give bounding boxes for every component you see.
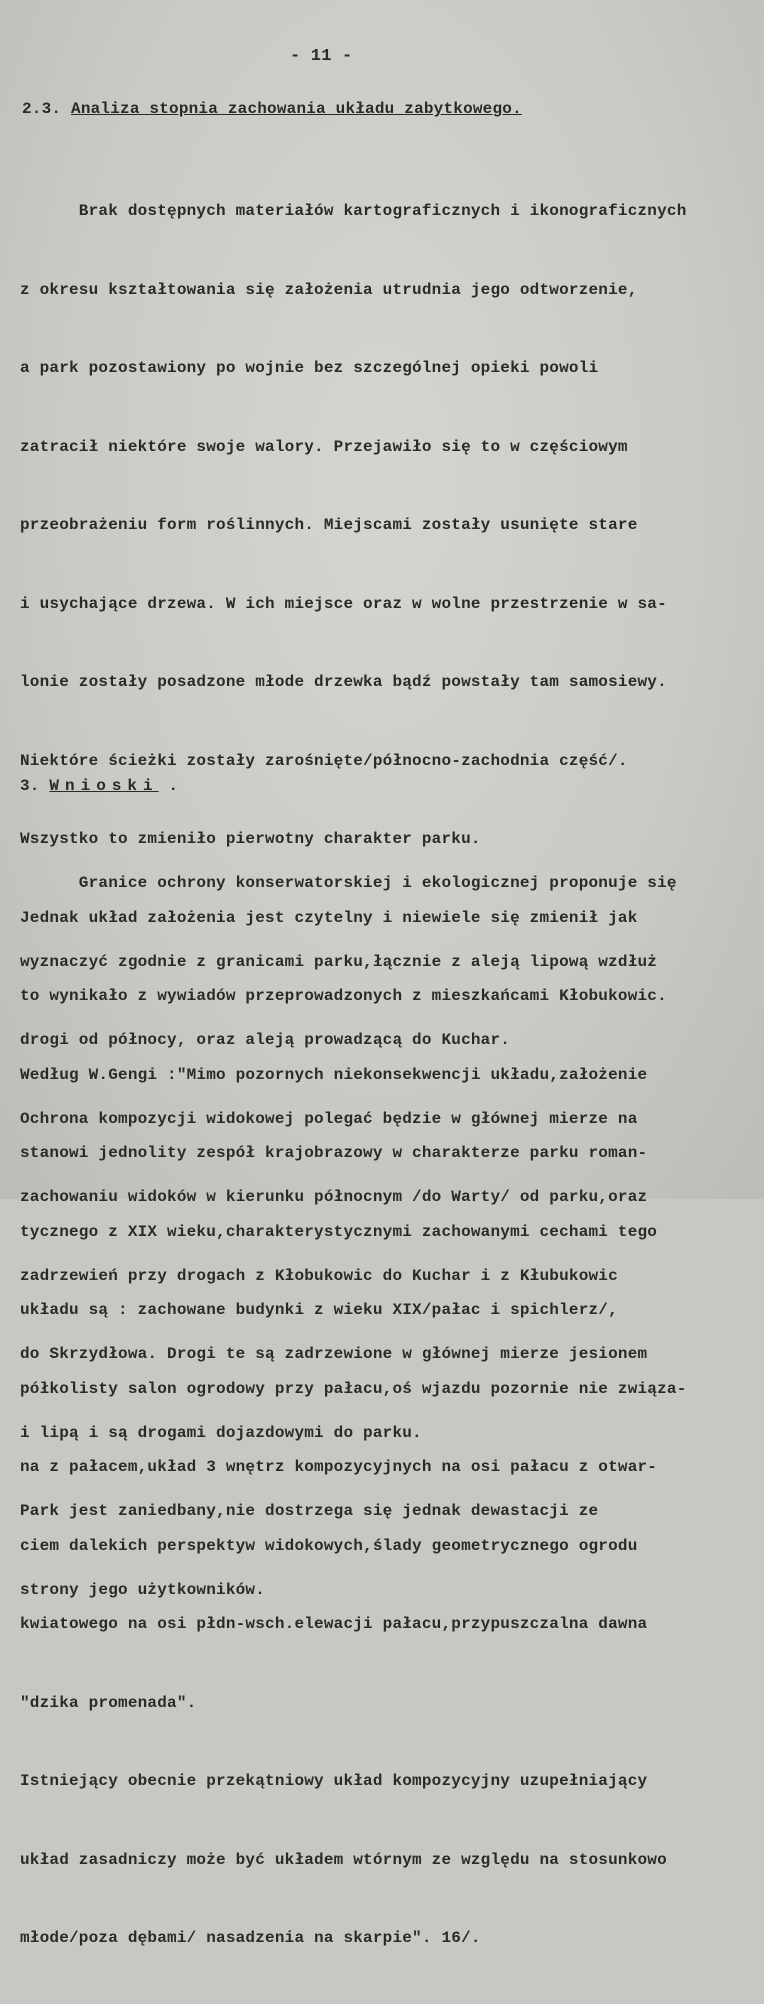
text-line: układ zasadniczy może być układem wtórnym ze względu na stosunkowo xyxy=(20,1850,667,1869)
text-line: ciem dalekich perspektyw widokowych,ślady geometrycznego ogrodu xyxy=(20,1536,638,1555)
text-line: kwiatowego na osi płdn-wsch.elewacji pałacu,przypuszczalna dawna xyxy=(20,1615,648,1633)
text-line: Niektóre ścieżki zostały zarośnięte/północno-zachodnia część/. xyxy=(20,751,628,770)
text-line: Według W.Gengi :"Mimo pozornych niekonsekwencji układu,założenie xyxy=(20,1065,648,1084)
text-line: i usychające drzewa. W ich miejsce oraz w wolne przestrzenie w sa- xyxy=(20,594,667,613)
section-title: Wnioski xyxy=(49,777,159,795)
text-line: Wszystko to zmieniło pierwotny charakter parku. xyxy=(20,830,481,848)
text-line: drogi od północy, oraz aleją prowadzącą do Kuchar. xyxy=(20,1031,511,1049)
text-line: Park jest zaniedbany,nie dostrzega się jednak dewastacji ze xyxy=(20,1502,599,1520)
text-line: a park pozostawiony po wojnie bez szczególnej opieki powoli xyxy=(20,359,599,377)
text-line: zachowaniu widoków w kierunku północnym /do Warty/ od parku,oraz xyxy=(20,1188,648,1206)
text-line: młode/poza dębami/ nasadzenia na skarpie". 16/. xyxy=(20,1929,481,1947)
text-line: lonie zostały posadzone młode drzewka bądź powstały tam samosiewy. xyxy=(20,673,667,691)
text-line: i lipą i są drogami dojazdowymi do parku. xyxy=(20,1423,422,1442)
text-line: układu są : zachowane budynki z wieku XIX/pałac i spichlerz/, xyxy=(20,1301,618,1319)
section-3-heading xyxy=(20,773,178,799)
section-number: 2.3. xyxy=(22,100,72,118)
text-line: stanowi jednolity zespół krajobrazowy w charakterze parku roman- xyxy=(20,1144,648,1162)
text-line: Granice ochrony konserwatorskiej i ekologicznej proponuje się xyxy=(20,874,677,892)
text-line: zatracił niektóre swoje walory. Przejawiło się to w częściowym xyxy=(20,437,628,456)
text-line: Istniejący obecnie przekątniowy układ kompozycyjny uzupełniający xyxy=(20,1772,648,1790)
text-line: z okresu kształtowania się założenia utrudnia jego odtworzenie, xyxy=(20,280,638,299)
section-title: Analiza stopnia zachowania układu zabytkowego. xyxy=(71,100,522,118)
text-line: na z pałacem,układ 3 wnętrz kompozycyjnych na osi pałacu z otwar- xyxy=(20,1458,658,1476)
text-line: zadrzewień przy drogach z Kłobukowic do Kuchar i z Kłubukowic xyxy=(20,1266,618,1285)
text-line: do Skrzydłowa. Drogi te są zadrzewione w głównej mierze jesionem xyxy=(20,1345,648,1363)
text-line: strony jego użytkowników. xyxy=(20,1580,266,1599)
text-line: Brak dostępnych materiałów kartograficznych i ikonograficznych xyxy=(20,202,687,220)
paragraph-conclusions xyxy=(20,818,677,1655)
text-line: "dzika promenada". xyxy=(20,1693,197,1712)
text-line: to wynikało z wywiadów przeprowadzonych z mieszkańcami Kłobukowic. xyxy=(20,987,667,1005)
text-line: Ochrona kompozycji widokowej polegać będzie w głównej mierze na xyxy=(20,1109,638,1128)
section-2-3-heading xyxy=(22,96,522,122)
page-number: - 11 - xyxy=(290,47,353,66)
section-trailer: . xyxy=(158,777,179,795)
section-number: 3. xyxy=(20,777,50,795)
text-line: tycznego z XIX wieku,charakterystycznymi zachowanymi cechami tego xyxy=(20,1222,658,1241)
text-line: wyznaczyć zgodnie z granicami parku,łącznie z aleją lipową wzdłuż xyxy=(20,952,658,971)
text-line: Jednak układ założenia jest czytelny i niewiele się zmienił jak xyxy=(20,908,638,927)
text-line: półkolisty salon ogrodowy przy pałacu,oś wjazdu pozornie nie związa- xyxy=(20,1379,687,1398)
text-line: przeobrażeniu form roślinnych. Miejscami zostały usunięte stare xyxy=(20,516,638,534)
